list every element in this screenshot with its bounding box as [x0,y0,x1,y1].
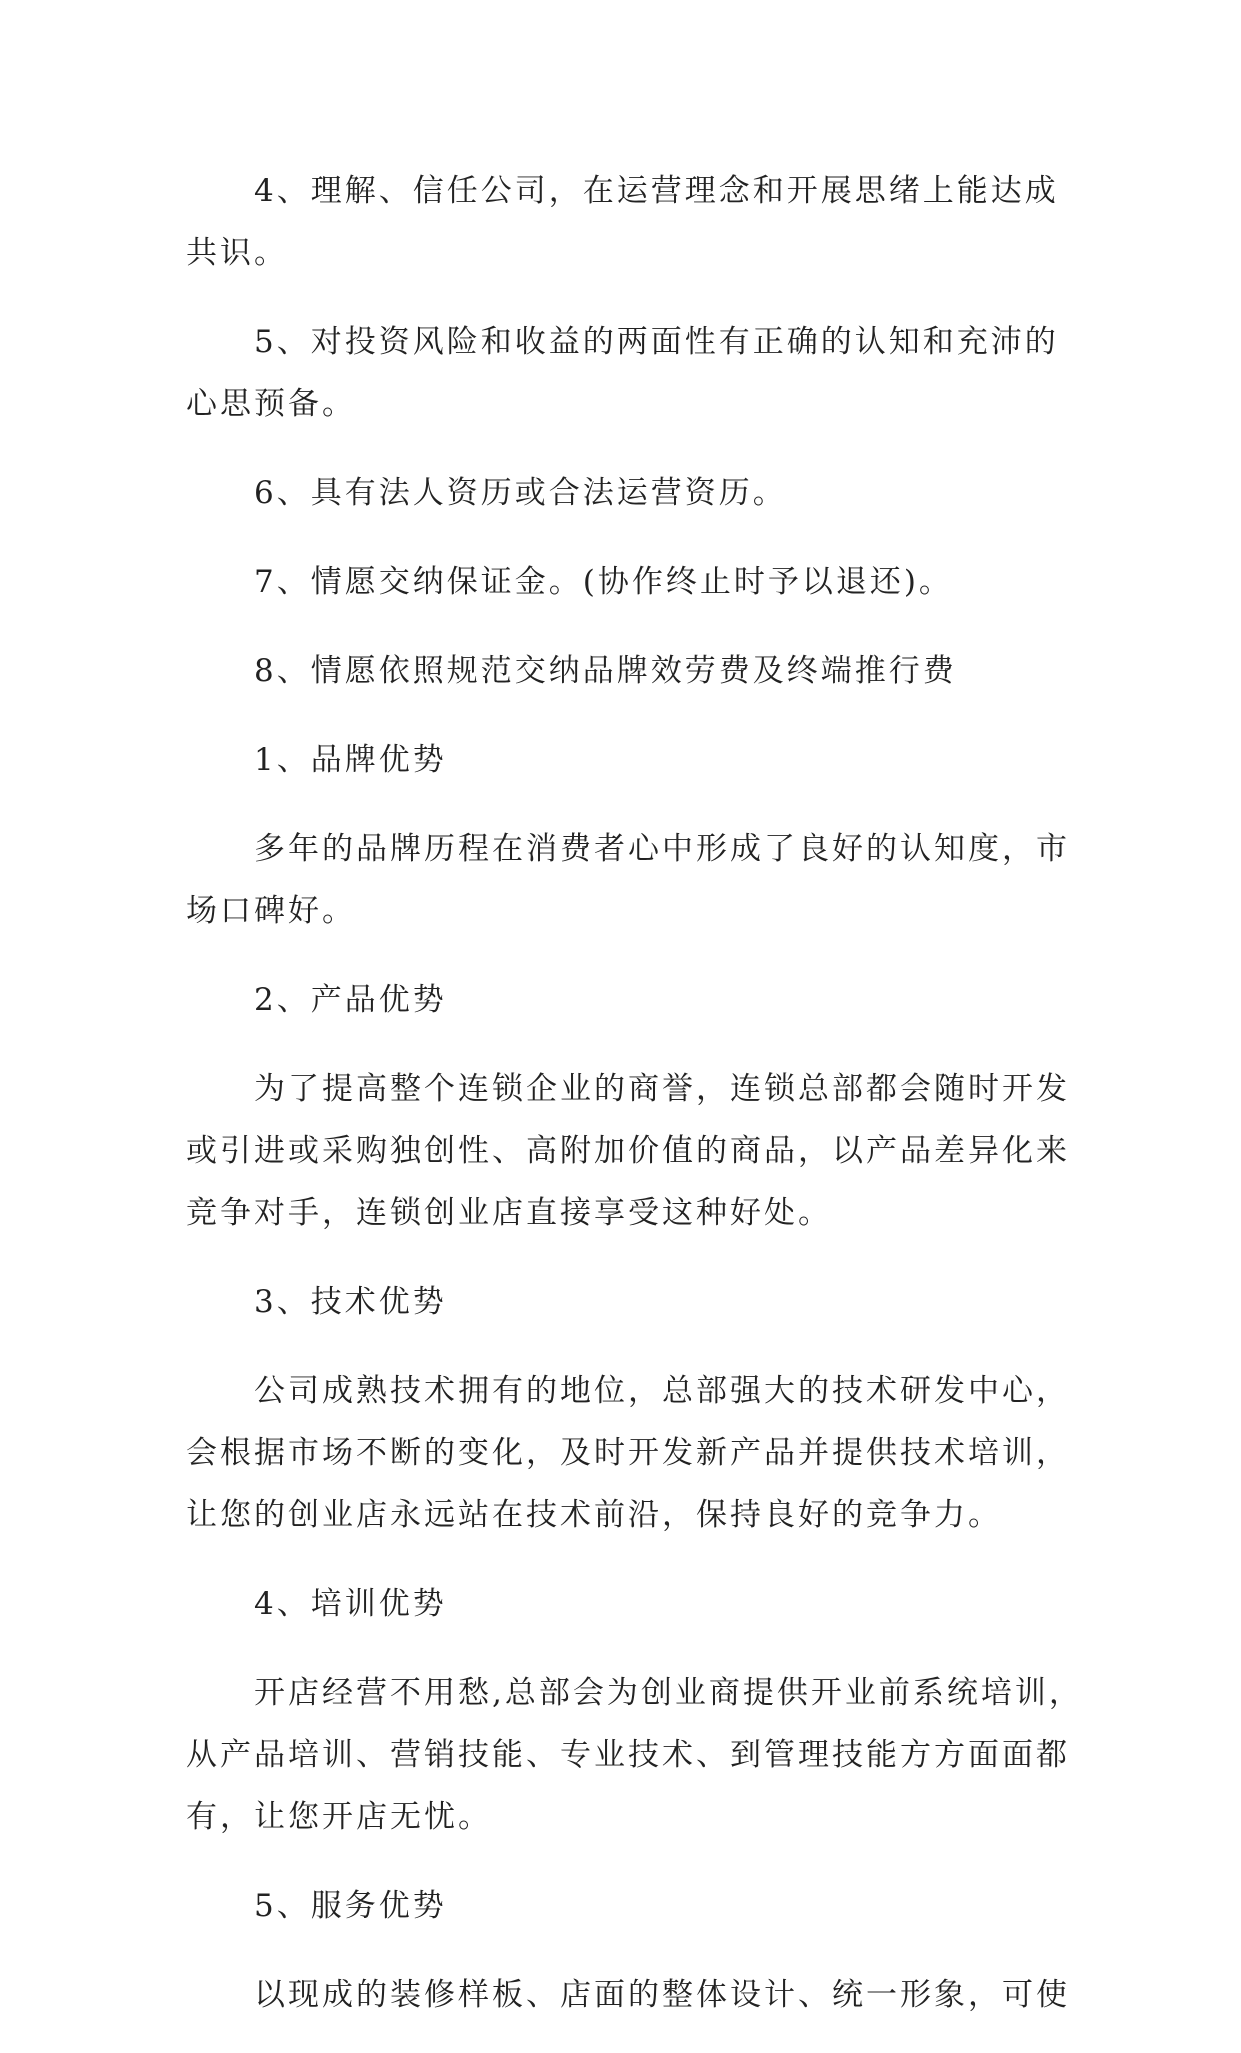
section-heading [186,1271,1056,1333]
heading-line: 3、技术优势 [254,1284,447,1320]
text-line: 6、具有法人资历或合法运营资历。 [254,475,787,511]
paragraph [186,1662,1083,1848]
paragraph [186,462,1056,524]
paragraph [186,160,1059,284]
heading-line: 2、产品优势 [254,982,447,1018]
document-body [186,160,1083,2053]
text-line: 会根据市场不断的变化，及时开发新产品并提供技术培训， [186,1435,1070,1471]
paragraph [186,1964,1070,2026]
paragraph [186,311,1059,435]
heading-line: 1、品牌优势 [254,742,447,778]
section-heading [186,1875,1056,1937]
text-line: 多年的品牌历程在消费者心中形成了良好的认知度，市 [254,831,1070,867]
text-line: 为了提高整个连锁企业的商誉，连锁总部都会随时开发 [254,1071,1070,1107]
text-line: 或引进或采购独创性、高附加价值的商品，以产品差异化来 [186,1133,1070,1169]
text-line: 让您的创业店永远站在技术前沿，保持良好的竞争力。 [186,1497,1002,1533]
section-heading [186,729,1056,791]
section-heading [186,1573,1056,1635]
text-line: 7、情愿交纳保证金。(协作终止时予以退还)。 [254,564,953,600]
heading-line: 4、培训优势 [254,1586,447,1622]
section-heading [186,969,1056,1031]
paragraph [186,1360,1070,1546]
text-line: 心思预备。 [186,386,356,422]
text-line: 有，让您开店无忧。 [186,1799,492,1835]
text-line: 场口碑好。 [186,893,356,929]
text-line: 公司成熟技术拥有的地位，总部强大的技术研发中心， [254,1373,1070,1409]
text-line: 8、情愿依照规范交纳品牌效劳费及终端推行费 [254,653,957,689]
paragraph [186,1058,1070,1244]
heading-line: 5、服务优势 [254,1888,447,1924]
paragraph [186,818,1070,942]
text-line: 以现成的装修样板、店面的整体设计、统一形象，可使 [254,1977,1070,2013]
paragraph [186,640,1056,702]
text-line: 开店经营不用愁,总部会为创业商提供开业前系统培训， [254,1675,1083,1711]
text-line: 5、对投资风险和收益的两面性有正确的认知和充沛的 [254,324,1059,360]
text-line: 从产品培训、营销技能、专业技术、到管理技能方方面面都 [186,1737,1070,1773]
text-line: 竞争对手，连锁创业店直接享受这种好处。 [186,1195,832,1231]
text-line: 共识。 [186,235,288,271]
text-line: 4、理解、信任公司，在运营理念和开展思绪上能达成 [254,173,1059,209]
paragraph [186,551,1056,613]
